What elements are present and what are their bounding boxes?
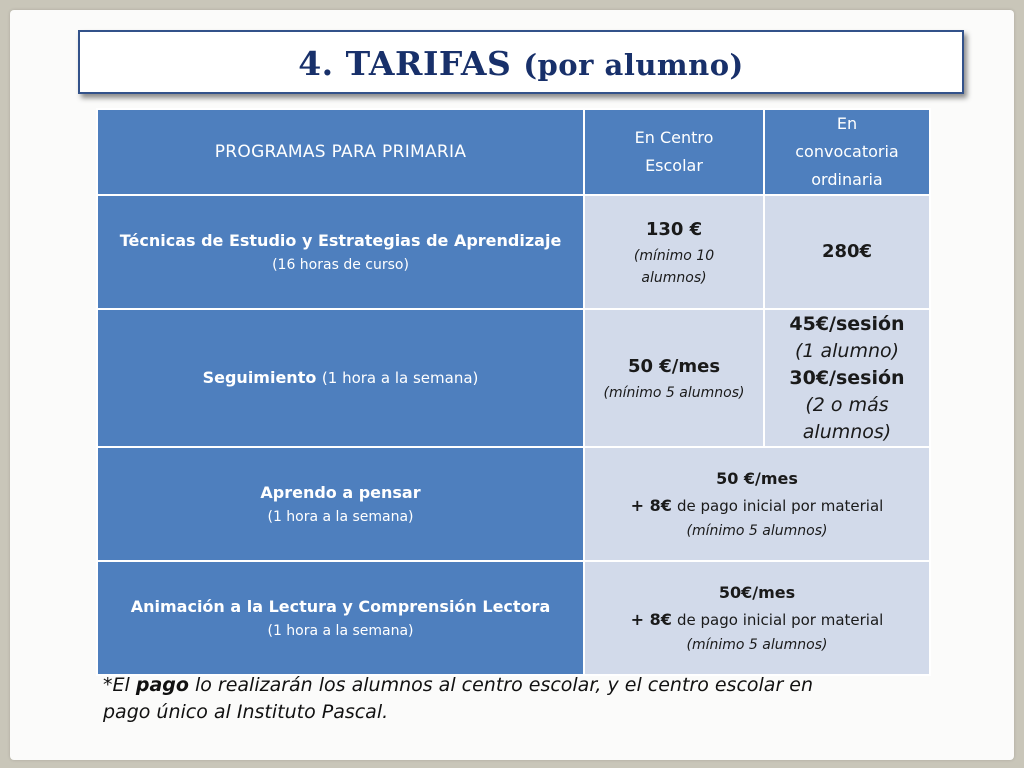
table-row	[97, 447, 930, 561]
table-row	[97, 309, 930, 447]
header-centro-escolar: En Centro Escolar	[584, 109, 764, 195]
ordinaria-price-cell: 45€/sesión (1 alumno) 30€/sesión (2 o más alumnos)	[764, 309, 930, 447]
centro-price-cell: 130 € (mínimo 10 alumnos)	[584, 195, 764, 309]
rates-table	[96, 108, 931, 676]
title-main: 4. TARIFAS	[298, 43, 512, 83]
header-programs: PROGRAMAS PARA PRIMARIA	[97, 109, 584, 195]
table-row	[97, 561, 930, 675]
ordinaria-price-cell: 280€	[764, 195, 930, 309]
page-title	[298, 44, 744, 83]
header-convocatoria-ordinaria: En convocatoria ordinaria	[764, 109, 930, 195]
title-sub: (por alumno)	[523, 47, 744, 82]
combined-price-cell: 50 €/mes + 8€ de pago inicial por material (mínimo 5 alumnos)	[584, 447, 930, 561]
table-header-row	[97, 109, 930, 195]
program-cell: Seguimiento (1 hora a la semana)	[97, 309, 584, 447]
title-box	[78, 30, 964, 94]
program-cell: Aprendo a pensar (1 hora a la semana)	[97, 447, 584, 561]
combined-price-cell: 50€/mes + 8€ de pago inicial por material (mínimo 5 alumnos)	[584, 561, 930, 675]
program-cell: Animación a la Lectura y Comprensión Lectora (1 hora a la semana)	[97, 561, 584, 675]
table-row	[97, 195, 930, 309]
program-cell: Técnicas de Estudio y Estrategias de Aprendizaje (16 horas de curso)	[97, 195, 584, 309]
centro-price-cell: 50 €/mes (mínimo 5 alumnos)	[584, 309, 764, 447]
payment-footnote: *El pago lo realizarán los alumnos al centro escolar, y el centro escolar en pago único al Instituto Pascal.	[103, 674, 814, 723]
